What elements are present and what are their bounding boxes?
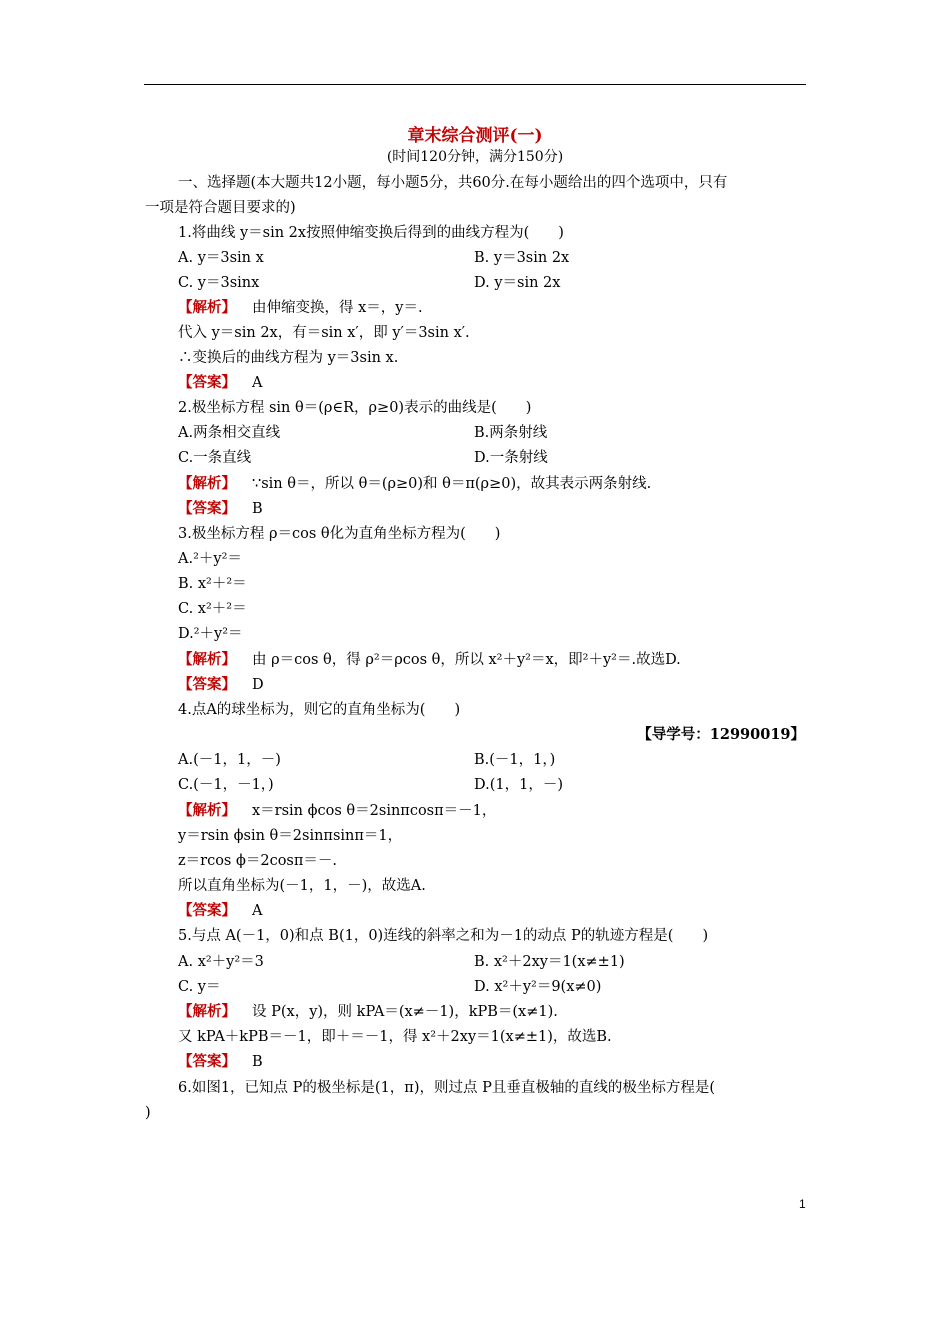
q2-option-c: C.一条直线 <box>178 450 252 466</box>
q4-stem: 4.点A的球坐标为，则它的直角坐标为( ) <box>178 702 461 718</box>
q3-option-d: D.²＋y²＝ <box>178 626 243 642</box>
q1-step-2: 代入 y＝sin 2x，有＝sin x′，即 y′＝3sin x′. <box>178 325 470 341</box>
q4-step-4: 所以直角坐标为(－1，1，－)，故选A. <box>178 878 426 894</box>
q5-option-c: C. y＝ <box>178 979 221 995</box>
analysis-label: 【解析】 <box>178 1003 236 1020</box>
q2-answer-text: B <box>252 501 263 517</box>
q5-step-2: 又 kPA＋kPB＝－1，即＋＝－1，得 x²＋2xy＝1(x≠±1)，故选B. <box>178 1029 612 1045</box>
q4-step-3: z＝rcos ϕ＝2cosπ＝－. <box>178 853 338 869</box>
q5-analysis <box>178 1002 558 1022</box>
analysis-label: 【解析】 <box>178 475 236 492</box>
analysis-label: 【解析】 <box>178 651 236 668</box>
answer-label: 【答案】 <box>178 374 236 391</box>
answer-label: 【答案】 <box>178 676 236 693</box>
q2-option-a: A.两条相交直线 <box>178 425 281 441</box>
q6-stem-continued: ) <box>145 1105 151 1121</box>
q4-analysis-text: x＝rsin ϕcos θ＝2sinπcosπ＝－1， <box>252 803 497 819</box>
q3-option-a: A.²＋y²＝ <box>178 551 242 567</box>
q2-answer <box>178 499 263 519</box>
answer-label: 【答案】 <box>178 500 236 517</box>
answer-label: 【答案】 <box>178 902 236 919</box>
q1-analysis <box>178 298 423 318</box>
q4-option-d: D.(1，1，－) <box>474 777 563 793</box>
q4-option-b: B.(－1，1，) <box>474 752 556 768</box>
q4-answer <box>178 901 262 921</box>
q5-stem: 5.与点 A(－1，0)和点 B(1，0)连线的斜率之和为－1的动点 P的轨迹方程是( ) <box>178 928 709 944</box>
q5-analysis-text: 设 P(x，y)，则 kPA＝(x≠－1)，kPB＝(x≠1). <box>252 1004 558 1020</box>
page-subtitle: (时间120分钟，满分150分) <box>386 149 564 165</box>
q4-reference-number: 【导学号：12990019】 <box>637 726 805 743</box>
q4-option-c: C.(－1，－1，) <box>178 777 274 793</box>
q1-option-a: A. y＝3sin x <box>178 250 264 266</box>
q4-step-2: y＝rsin ϕsin θ＝2sinπsinπ＝1， <box>178 828 403 844</box>
q4-analysis <box>178 801 496 821</box>
page-title: 章末综合测评(一) <box>407 126 543 146</box>
q2-option-d: D.一条射线 <box>474 450 548 466</box>
answer-label: 【答案】 <box>178 1053 236 1070</box>
q1-step-3: ∴变换后的曲线方程为 y＝3sin x. <box>178 350 399 366</box>
q1-answer-text: A <box>252 375 263 391</box>
q1-answer <box>178 373 262 393</box>
q3-answer-text: D <box>252 677 264 693</box>
intro-line-1: 一、选择题(本大题共12小题，每小题5分，共60分.在每小题给出的四个选项中，只有 <box>178 175 728 191</box>
intro-line-2: 一项是符合题目要求的) <box>145 200 296 216</box>
q3-analysis <box>178 650 681 670</box>
q5-option-a: A. x²＋y²＝3 <box>178 954 264 970</box>
q1-option-c: C. y＝3sinx <box>178 275 260 291</box>
q4-answer-text: A <box>252 903 263 919</box>
q3-stem: 3.极坐标方程 ρ＝cos θ化为直角坐标方程为( ) <box>178 526 501 542</box>
q1-option-b: B. y＝3sin 2x <box>474 250 570 266</box>
q1-option-d: D. y＝sin 2x <box>474 275 561 291</box>
q5-option-b: B. x²＋2xy＝1(x≠±1) <box>474 954 625 970</box>
q3-option-b: B. x²＋²＝ <box>178 576 247 592</box>
q2-analysis-text: ∵sin θ＝，所以 θ＝(ρ≥0)和 θ＝π(ρ≥0)，故其表示两条射线. <box>252 476 652 492</box>
q3-analysis-text: 由 ρ＝cos θ，得 ρ²＝ρcos θ，所以 x²＋y²＝x，即²＋y²＝.故选D. <box>252 652 681 668</box>
analysis-label: 【解析】 <box>178 802 236 819</box>
page-number: 1 <box>799 1197 806 1211</box>
q2-stem: 2.极坐标方程 sin θ＝(ρ∈R，ρ≥0)表示的曲线是( ) <box>178 400 532 416</box>
q3-option-c: C. x²＋²＝ <box>178 601 247 617</box>
q1-stem: 1.将曲线 y＝sin 2x按照伸缩变换后得到的曲线方程为( ) <box>178 225 564 241</box>
q2-analysis <box>178 474 651 494</box>
q2-option-b: B.两条射线 <box>474 425 548 441</box>
analysis-label: 【解析】 <box>178 299 236 316</box>
q1-analysis-text: 由伸缩变换，得 x＝，y＝. <box>252 300 423 316</box>
q5-answer-text: B <box>252 1054 263 1070</box>
q6-stem: 6.如图1，已知点 P的极坐标是(1，π)，则过点 P且垂直极轴的直线的极坐标方程是( <box>178 1080 716 1096</box>
q5-answer <box>178 1052 263 1072</box>
q4-option-a: A.(－1，1，－) <box>178 752 281 768</box>
q3-answer <box>178 675 264 695</box>
header-rule <box>144 84 806 85</box>
q5-option-d: D. x²＋y²＝9(x≠0) <box>474 979 602 995</box>
